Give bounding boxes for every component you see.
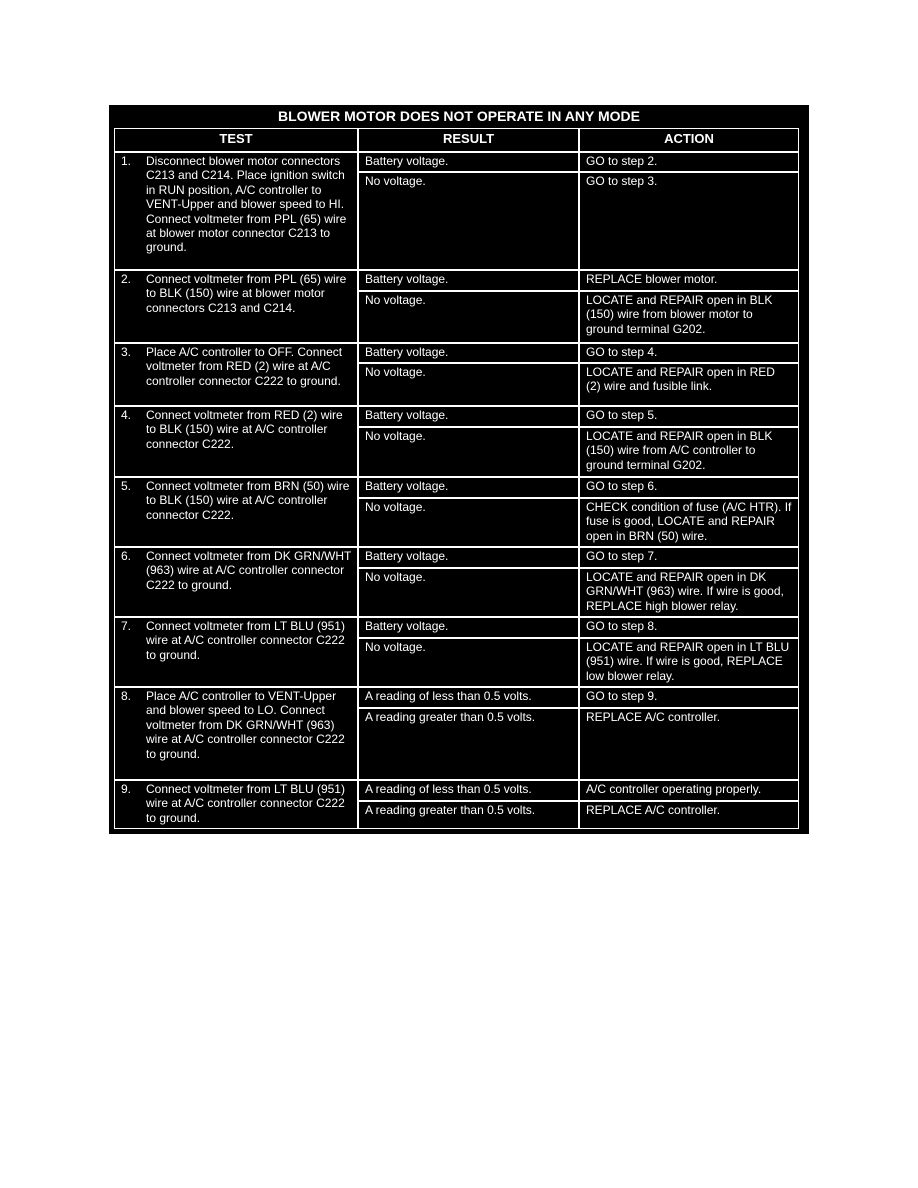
step-number: 4.: [121, 408, 132, 422]
action-cell: GO to step 9.: [579, 687, 799, 708]
result-cell: No voltage.: [358, 498, 579, 547]
test-text: Connect voltmeter from LT BLU (951) wire at A/C controller connector C222 to ground.: [146, 619, 345, 662]
result-cell: No voltage.: [358, 291, 579, 343]
result-cell: Battery voltage.: [358, 152, 579, 172]
header-test: TEST: [114, 128, 358, 152]
action-cell: GO to step 7.: [579, 547, 799, 568]
test-text: Place A/C controller to VENT-Upper and blower speed to LO. Connect voltmeter from DK GRN/WHT (963) wire at A/C controller connector C222 to ground.: [146, 689, 345, 761]
action-cell: A/C controller operating properly.: [579, 780, 799, 801]
test-cell: [114, 617, 358, 687]
action-cell: REPLACE A/C controller.: [579, 708, 799, 780]
test-cell: [114, 687, 358, 780]
result-cell: No voltage.: [358, 568, 579, 617]
action-cell: GO to step 6.: [579, 477, 799, 498]
result-cell: A reading of less than 0.5 volts.: [358, 780, 579, 801]
result-cell: Battery voltage.: [358, 406, 579, 427]
test-text: Connect voltmeter from PPL (65) wire to BLK (150) wire at blower motor connectors C213 and C214.: [146, 272, 347, 315]
result-cell: No voltage.: [358, 363, 579, 406]
step-number: 3.: [121, 345, 132, 359]
result-cell: A reading greater than 0.5 volts.: [358, 708, 579, 780]
action-cell: GO to step 3.: [579, 172, 799, 270]
action-cell: REPLACE A/C controller.: [579, 801, 799, 829]
test-cell: [114, 477, 358, 547]
action-cell: GO to step 5.: [579, 406, 799, 427]
action-cell: LOCATE and REPAIR open in RED (2) wire and fusible link.: [579, 363, 799, 406]
step-number: 1.: [121, 154, 132, 168]
test-text: Connect voltmeter from DK GRN/WHT (963) wire at A/C controller connector C222 to ground.: [146, 549, 352, 592]
action-cell: GO to step 8.: [579, 617, 799, 638]
test-cell: [114, 547, 358, 617]
result-cell: No voltage.: [358, 427, 579, 477]
action-cell: LOCATE and REPAIR open in BLK (150) wire from A/C controller to ground terminal G202.: [579, 427, 799, 477]
result-cell: Battery voltage.: [358, 343, 579, 363]
result-cell: A reading greater than 0.5 volts.: [358, 801, 579, 829]
step-number: 9.: [121, 782, 132, 796]
result-cell: A reading of less than 0.5 volts.: [358, 687, 579, 708]
test-cell: [114, 152, 358, 270]
action-cell: GO to step 4.: [579, 343, 799, 363]
action-cell: LOCATE and REPAIR open in DK GRN/WHT (963) wire. If wire is good, REPLACE high blower relay.: [579, 568, 799, 617]
header-result: RESULT: [358, 128, 579, 152]
action-cell: CHECK condition of fuse (A/C HTR). If fuse is good, LOCATE and REPAIR open in BRN (50) wire.: [579, 498, 799, 547]
result-cell: No voltage.: [358, 172, 579, 270]
step-number: 8.: [121, 689, 132, 703]
test-text: Disconnect blower motor connectors C213 and C214. Place ignition switch in RUN position, A/C controller to VENT-Upper and blower speed to HI. Connect voltmeter from PPL (65) wire at blower motor connector C213 to ground.: [146, 154, 347, 255]
test-text: Connect voltmeter from LT BLU (951) wire at A/C controller connector C222 to ground.: [146, 782, 345, 825]
diagnostic-chart: [109, 105, 809, 834]
test-text: Connect voltmeter from BRN (50) wire to BLK (150) wire at A/C controller connector C222.: [146, 479, 350, 522]
test-text: Connect voltmeter from RED (2) wire to BLK (150) wire at A/C controller connector C222.: [146, 408, 343, 451]
result-cell: Battery voltage.: [358, 477, 579, 498]
step-number: 6.: [121, 549, 132, 563]
result-cell: No voltage.: [358, 638, 579, 687]
step-number: 5.: [121, 479, 132, 493]
test-cell: [114, 780, 358, 829]
chart-title: BLOWER MOTOR DOES NOT OPERATE IN ANY MODE: [278, 108, 640, 124]
test-text: Place A/C controller to OFF. Connect voltmeter from RED (2) wire at A/C controller connector C222 to ground.: [146, 345, 343, 388]
action-cell: GO to step 2.: [579, 152, 799, 172]
test-cell: [114, 343, 358, 406]
step-number: 7.: [121, 619, 132, 633]
test-cell: [114, 270, 358, 343]
test-cell: [114, 406, 358, 477]
result-cell: Battery voltage.: [358, 270, 579, 291]
step-number: 2.: [121, 272, 132, 286]
action-cell: LOCATE and REPAIR open in LT BLU (951) wire. If wire is good, REPLACE low blower relay.: [579, 638, 799, 687]
action-cell: REPLACE blower motor.: [579, 270, 799, 291]
header-action: ACTION: [579, 128, 799, 152]
action-cell: LOCATE and REPAIR open in BLK (150) wire from blower motor to ground terminal G202.: [579, 291, 799, 343]
result-cell: Battery voltage.: [358, 547, 579, 568]
result-cell: Battery voltage.: [358, 617, 579, 638]
